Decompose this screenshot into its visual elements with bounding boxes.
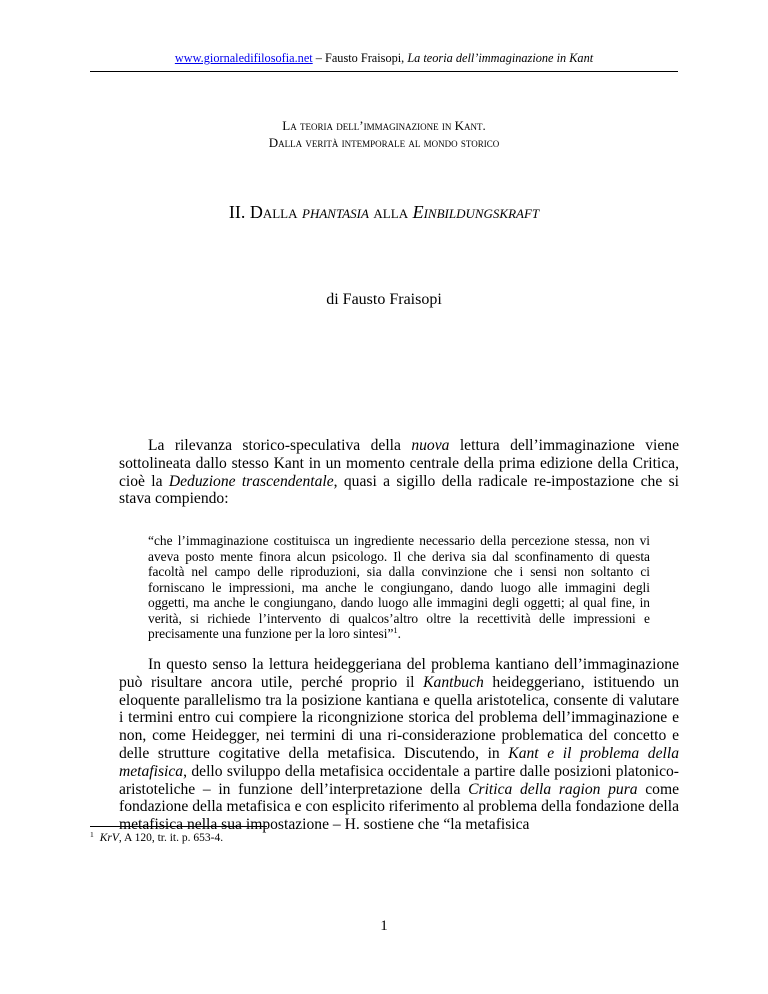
paragraph [119, 437, 679, 508]
footnote-text: , A 120, tr. it. p. 653-4. [118, 832, 224, 844]
paragraph [119, 656, 679, 834]
quote-end: . [397, 626, 402, 641]
title-line-1 [90, 117, 678, 134]
section-word: alla [262, 202, 302, 222]
title-text: ant. [463, 118, 486, 133]
title-text: a teoria dell [290, 118, 360, 133]
section-number: II. D [228, 202, 263, 222]
section-word: alla [368, 202, 413, 222]
emphasis: Critica della ragion pura [468, 780, 638, 798]
running-header [90, 51, 678, 66]
text: , quasi a sigillo della radicale re-impostazione che si stava compiendo: [119, 472, 679, 508]
emphasis: Kant e il problema della metafisica [119, 744, 679, 780]
emphasis: Kantbuch [423, 673, 484, 691]
footnote-number: 1 [90, 830, 94, 839]
emphasis: Deduzione trascendentale [168, 472, 334, 490]
footnote [90, 832, 678, 844]
section-term-phantasia: phantasia [302, 202, 369, 222]
site-link[interactable]: www.giornaledifilosofia.net [174, 51, 313, 65]
title-initial: K [454, 118, 464, 133]
author-byline: di Fausto Fraisopi [326, 291, 442, 308]
header-divider [90, 71, 678, 72]
footnote-divider [90, 826, 267, 827]
title-initial: L [282, 118, 291, 133]
section-term-einbildungskraft: inbildungskraft [423, 202, 540, 222]
title-apostrophe: ’ [359, 118, 364, 133]
quote-text: “che l’immaginazione costituisca un ingrediente necessario della percezione stessa, non vi aveva posto mente finora alcun psicologo. Il che deriva sia dal sconfinamento di questa facoltà nel campo delle riproduzioni, sia dalla convinzione che i sensi non soltanto ci forniscano le impressioni, ma anche le congiungano, dando luogo alle immagini degli oggetti, ma anche le congiungano, dando luogo alle immagini degli oggetti; al qual fine, in verità, si richiede l’intervento di qualcos’altro oltre la recettività delle impressioni e precisamente una funzione per la loro sintesi” [148, 533, 650, 641]
text: lettura dell’immaginazione viene sottolineata dallo stesso Kant in un momento centrale della prima edizione della Critica, cioè la [119, 437, 679, 490]
header-work-title: La teoria dell’immaginazione in Kant [407, 51, 594, 65]
text: heideggeriano, istituendo un eloquente parallelismo tra la posizione kantiana e quella aristotelica, consente di valutare i termini entro cui compiere la ricongnizione storica del problema dell’immaginazione e non, come Heidegger, nei termini di una ri-considerazione problematica del concetto e delle strutture cogitative della metafisica. Discutendo, in [119, 673, 679, 762]
page-number: 1 [380, 918, 388, 934]
title-text: immaginazione in [363, 118, 455, 133]
footnote-work: KrV [99, 832, 119, 844]
article-title [90, 117, 678, 151]
header-author: – Fausto Fraisopi, [312, 51, 408, 65]
section-title [90, 202, 678, 223]
text: In questo senso la lettura heideggeriana del problema kantiano dell’immaginazione può risultare ancora utile, perché proprio il [119, 656, 679, 691]
block-quote [148, 533, 650, 642]
text: , dello sviluppo della metafisica occidentale a partire dalle posizioni platonico-aristoteliche – in funzione dell’interpretazione della [119, 762, 679, 798]
emphasis: nuova [411, 437, 450, 454]
footnote-reference[interactable]: 1 [393, 625, 398, 635]
text: La rilevanza storico-speculativa della [148, 437, 412, 454]
section-initial: E [412, 202, 424, 222]
title-initial: D [268, 135, 279, 150]
title-line-2 [90, 134, 678, 151]
title-text: alla verità intemporale al mondo storico [278, 135, 500, 150]
text: come fondazione della metafisica e con esplicito riferimento al problema della fondazione della metafisica nella sua impostazione – H. sostiene che “la metafisica [119, 780, 680, 834]
